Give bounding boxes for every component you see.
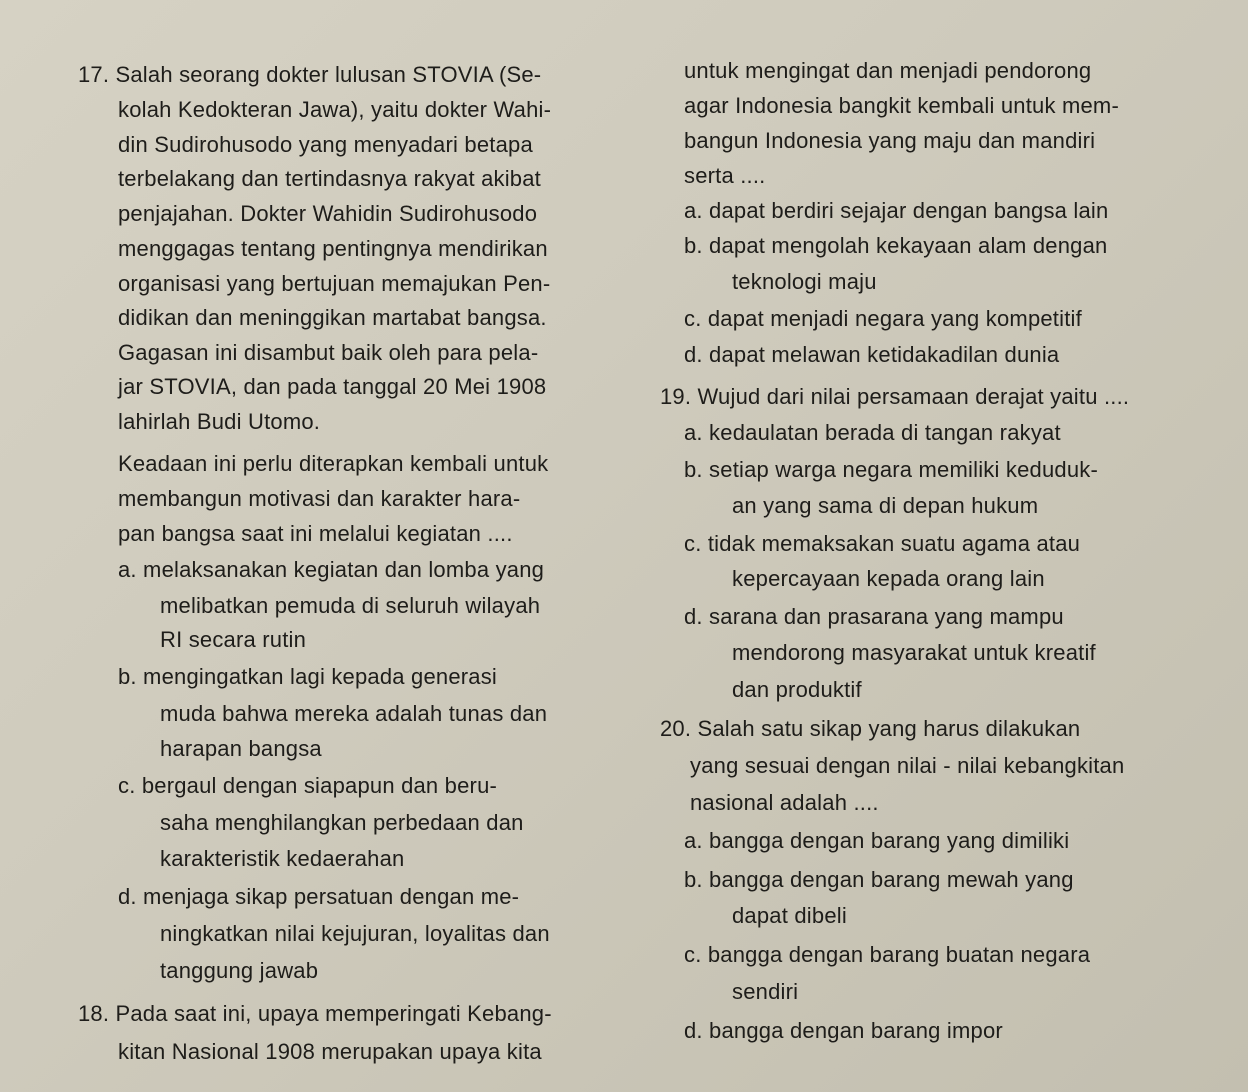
q17-line-7: organisasi yang bertujuan memajukan Pen-: [118, 271, 551, 296]
q17-line-2: kolah Kedokteran Jawa), yaitu dokter Wahi-: [118, 97, 552, 122]
q17-line-8: didikan dan meninggikan martabat bangsa.: [118, 305, 547, 330]
q19-option-d-cont-2: dan produktif: [732, 677, 862, 702]
q17-option-a-cont-1: melibatkan pemuda di seluruh wilayah: [160, 593, 541, 618]
q17-line-12: Keadaan ini perlu diterapkan kembali untuk: [118, 451, 549, 476]
q17-option-c-cont-1: saha menghilangkan perbedaan dan: [160, 810, 524, 835]
q17-line-4: terbelakang dan tertindasnya rakyat akibat: [118, 166, 541, 191]
q20-option-c-cont: sendiri: [732, 979, 799, 1004]
q17-option-c: c. bergaul dengan siapapun dan beru-: [118, 773, 498, 798]
q17-line-5: penjajahan. Dokter Wahidin Sudirohusodo: [118, 201, 538, 226]
q19-option-c-cont: kepercayaan kepada orang lain: [732, 566, 1045, 591]
q17-line-10: jar STOVIA, dan pada tanggal 20 Mei 1908: [118, 374, 547, 399]
q20-option-d: d. bangga dengan barang impor: [684, 1018, 1003, 1043]
q20-option-a: a. bangga dengan barang yang dimiliki: [684, 828, 1070, 853]
q18-option-b-cont: teknologi maju: [732, 269, 877, 294]
q18-line-1: 18. Pada saat ini, upaya memperingati Kebang-: [78, 1001, 552, 1026]
q17-option-d-cont-1: ningkatkan nilai kejujuran, loyalitas dan: [160, 921, 550, 946]
q17-line-11: lahirlah Budi Utomo.: [118, 409, 321, 434]
q19-option-d: d. sarana dan prasarana yang mampu: [684, 604, 1064, 629]
q17-option-c-cont-2: karakteristik kedaerahan: [160, 846, 405, 871]
q17-option-a: a. melaksanakan kegiatan dan lomba yang: [118, 557, 545, 582]
q20-option-b: b. bangga dengan barang mewah yang: [684, 867, 1074, 892]
q18-option-a: a. dapat berdiri sejajar dengan bangsa lain: [684, 198, 1109, 223]
q18-option-c: c. dapat menjadi negara yang kompetitif: [684, 306, 1082, 331]
q19-option-d-cont-1: mendorong masyarakat untuk kreatif: [732, 640, 1096, 665]
q18-cont-line-2: agar Indonesia bangkit kembali untuk mem-: [684, 93, 1119, 118]
q17-line-1: 17. Salah seorang dokter lulusan STOVIA (Se-: [78, 62, 542, 87]
q18-option-b: b. dapat mengolah kekayaan alam dengan: [684, 233, 1108, 258]
q17-line-3: din Sudirohusodo yang menyadari betapa: [118, 132, 533, 157]
q19-option-b-cont: an yang sama di depan hukum: [732, 493, 1039, 518]
q19-line-1: 19. Wujud dari nilai persamaan derajat yaitu ....: [660, 384, 1130, 409]
q17-option-b-cont-2: harapan bangsa: [160, 736, 322, 761]
q20-option-c: c. bangga dengan barang buatan negara: [684, 942, 1091, 967]
q20-line-2: yang sesuai dengan nilai - nilai kebangkitan: [690, 753, 1125, 778]
q17-option-a-cont-2: RI secara rutin: [160, 627, 307, 652]
q18-line-2: kitan Nasional 1908 merupakan upaya kita: [118, 1039, 542, 1064]
q18-cont-line-4: serta ....: [684, 163, 766, 188]
q19-option-b: b. setiap warga negara memiliki keduduk-: [684, 457, 1098, 482]
q20-option-b-cont: dapat dibeli: [732, 903, 847, 928]
q18-cont-line-3: bangun Indonesia yang maju dan mandiri: [684, 128, 1096, 153]
q17-line-6: menggagas tentang pentingnya mendirikan: [118, 236, 548, 261]
q19-option-a: a. kedaulatan berada di tangan rakyat: [684, 420, 1061, 445]
q17-option-b: b. mengingatkan lagi kepada generasi: [118, 664, 498, 689]
q18-cont-line-1: untuk mengingat dan menjadi pendorong: [684, 58, 1092, 83]
q17-line-13: membangun motivasi dan karakter hara-: [118, 486, 521, 511]
q18-option-d: d. dapat melawan ketidakadilan dunia: [684, 342, 1060, 367]
q20-line-1: 20. Salah satu sikap yang harus dilakukan: [660, 716, 1081, 741]
q17-line-14: pan bangsa saat ini melalui kegiatan ....: [118, 521, 513, 546]
q17-option-d-cont-2: tanggung jawab: [160, 958, 319, 983]
q19-option-c: c. tidak memaksakan suatu agama atau: [684, 531, 1081, 556]
q20-line-3: nasional adalah ....: [690, 790, 879, 815]
q17-line-9: Gagasan ini disambut baik oleh para pela-: [118, 340, 539, 365]
q17-option-d: d. menjaga sikap persatuan dengan me-: [118, 884, 520, 909]
q17-option-b-cont-1: muda bahwa mereka adalah tunas dan: [160, 701, 548, 726]
